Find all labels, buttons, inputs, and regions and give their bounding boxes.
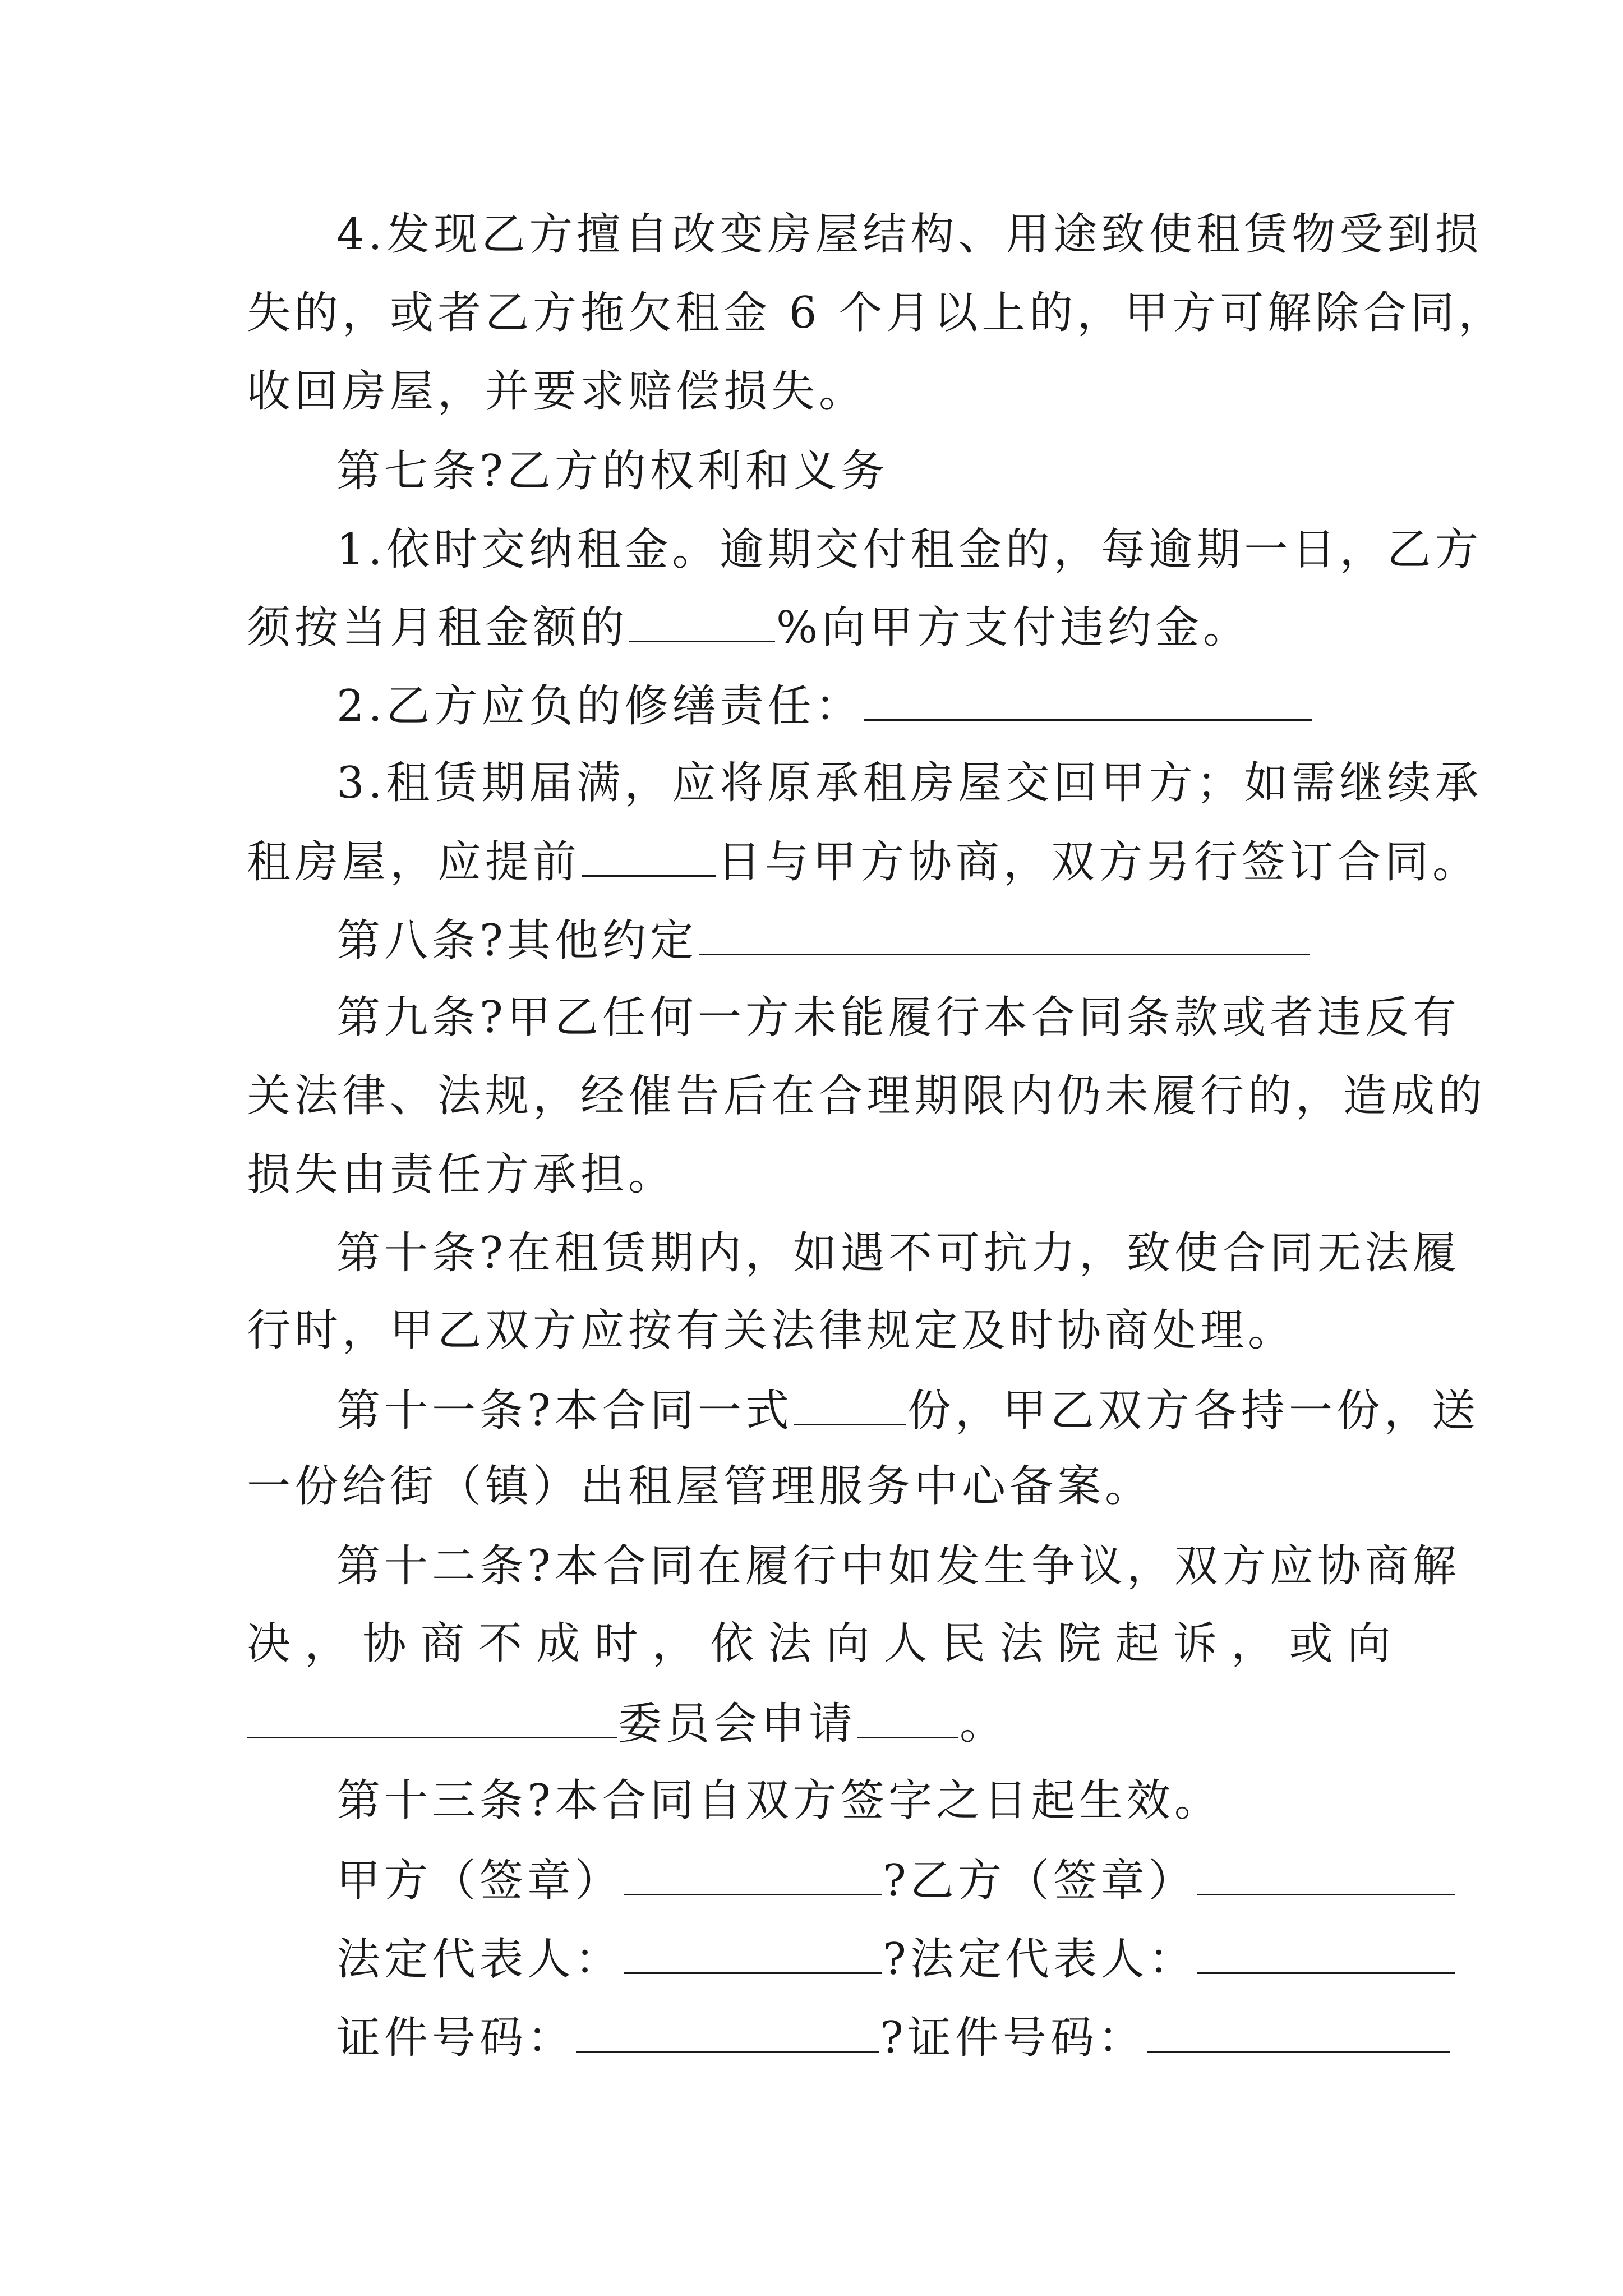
paragraph-line (247, 364, 866, 420)
text: 日与甲方协商，双方另行签订合同。 (717, 837, 1481, 887)
char: 决 (247, 1618, 291, 1669)
text: 第九条?甲乙任何一方未能履行本合同条款或者违反有 (336, 992, 1460, 1043)
text: 收回房屋，并要求赔偿损失。 (247, 366, 867, 417)
fill-in-blank[interactable] (247, 1694, 617, 1738)
text: 份，甲乙双方各持一份，送 (907, 1386, 1479, 1436)
char: 法 (999, 1618, 1044, 1669)
paragraph-line (247, 1303, 1295, 1359)
char: 协 (362, 1618, 407, 1669)
text: 第七条?乙方的权利和义务 (336, 446, 888, 496)
party-a-label: 甲方（签章） (336, 1856, 623, 1906)
text: 第八条?其他约定 (336, 915, 698, 966)
text: 。 (960, 1699, 1008, 1749)
text: 1.依时交纳租金。逾期交付租金的，每逾期一日，乙方 (336, 524, 1483, 575)
paragraph-line (247, 1694, 1007, 1752)
article-heading (336, 911, 1311, 969)
text: %向甲方支付违约金。 (776, 602, 1251, 653)
char: 向 (1347, 1618, 1391, 1669)
text: 委员会申请 (618, 1699, 857, 1749)
id-a-field[interactable] (576, 2008, 879, 2053)
party-a-signature-field[interactable] (624, 1851, 882, 1895)
text: 关法律、法规，经催告后在合理期限内仍未履行的，造成的 (247, 1071, 1487, 1121)
fill-in-blank[interactable] (629, 598, 775, 642)
paragraph-line (336, 1538, 1460, 1594)
char: 人 (883, 1618, 928, 1669)
id-a-label: 证件号码： (336, 2013, 575, 2063)
text: 行时，甲乙双方应按有关法律规定及时协商处理。 (247, 1305, 1296, 1356)
paragraph-line (336, 1381, 1479, 1439)
char: 时 (594, 1618, 638, 1669)
party-b-label: ?乙方（签章） (883, 1856, 1196, 1906)
paragraph-line (336, 990, 1460, 1046)
text: 4.发现乙方擅自改变房屋结构、用途致使租赁物受到损 (336, 209, 1483, 260)
char: 不 (478, 1618, 523, 1669)
char: ， (1231, 1618, 1275, 1669)
fill-in-blank[interactable] (582, 832, 716, 877)
char: 依 (710, 1618, 754, 1669)
fill-in-blank[interactable] (699, 911, 1310, 955)
paragraph-line (247, 1147, 676, 1203)
paragraph-line (247, 1068, 1486, 1124)
char: ， (652, 1618, 696, 1669)
id-b-field[interactable] (1147, 2008, 1450, 2053)
fill-in-blank[interactable] (794, 1381, 906, 1425)
char: 起 (1115, 1618, 1159, 1669)
char: ， (305, 1618, 349, 1669)
rep-a-label: 法定代表人： (336, 1934, 623, 1985)
text: 第十二条?本合同在履行中如发生争议，双方应协商解 (336, 1541, 1460, 1591)
paragraph-line (247, 1458, 1152, 1515)
paragraph-line (336, 755, 1482, 811)
text: 须按当月租金额的 (247, 602, 629, 653)
justified-line (247, 1616, 1391, 1672)
party-b-signature-field[interactable] (1197, 1851, 1455, 1895)
paragraph-line (247, 285, 1506, 341)
char: 诉 (1173, 1618, 1218, 1669)
rep-a-field[interactable] (624, 1930, 882, 1974)
rep-b-field[interactable] (1197, 1930, 1455, 1974)
paragraph-line (336, 206, 1482, 263)
paragraph-line (336, 1773, 1222, 1829)
text: 3.租赁期届满，应将原承租房屋交回甲方；如需继续承 (336, 758, 1483, 808)
fill-in-blank[interactable] (857, 1694, 958, 1738)
signature-row (336, 2008, 1451, 2066)
text: 第十一条?本合同一式 (336, 1386, 793, 1436)
text: 损失由责任方承担。 (247, 1149, 676, 1200)
text: 第十三条?本合同自双方签字之日起生效。 (336, 1775, 1222, 1826)
char: 民 (942, 1618, 986, 1669)
rep-b-label: ?法定代表人： (883, 1934, 1196, 1985)
char: 成 (536, 1618, 580, 1669)
paragraph-line (247, 598, 1251, 656)
paragraph-line (336, 522, 1482, 578)
char: 法 (768, 1618, 812, 1669)
text: 租房屋，应提前 (247, 837, 581, 887)
char: 商 (420, 1618, 464, 1669)
char: 或 (1289, 1618, 1333, 1669)
fill-in-blank[interactable] (864, 677, 1312, 721)
text: 第十条?在租赁期内，如遇不可抗力，致使合同无法履 (336, 1228, 1460, 1278)
article-heading (336, 443, 888, 499)
char: 向 (826, 1618, 870, 1669)
id-b-label: ?证件号码： (880, 2013, 1146, 2063)
signature-row (336, 1930, 1456, 1987)
text: 失的，或者乙方拖欠租金 6 个月以上的，甲方可解除合同， (247, 288, 1506, 338)
char: 院 (1057, 1618, 1101, 1669)
signature-row (336, 1851, 1456, 1909)
paragraph-line (336, 677, 1313, 734)
text: 2.乙方应负的修缮责任： (336, 681, 863, 731)
paragraph-line (247, 832, 1480, 890)
paragraph-line (336, 1225, 1460, 1281)
text: 一份给街（镇）出租屋管理服务中心备案。 (247, 1461, 1153, 1512)
